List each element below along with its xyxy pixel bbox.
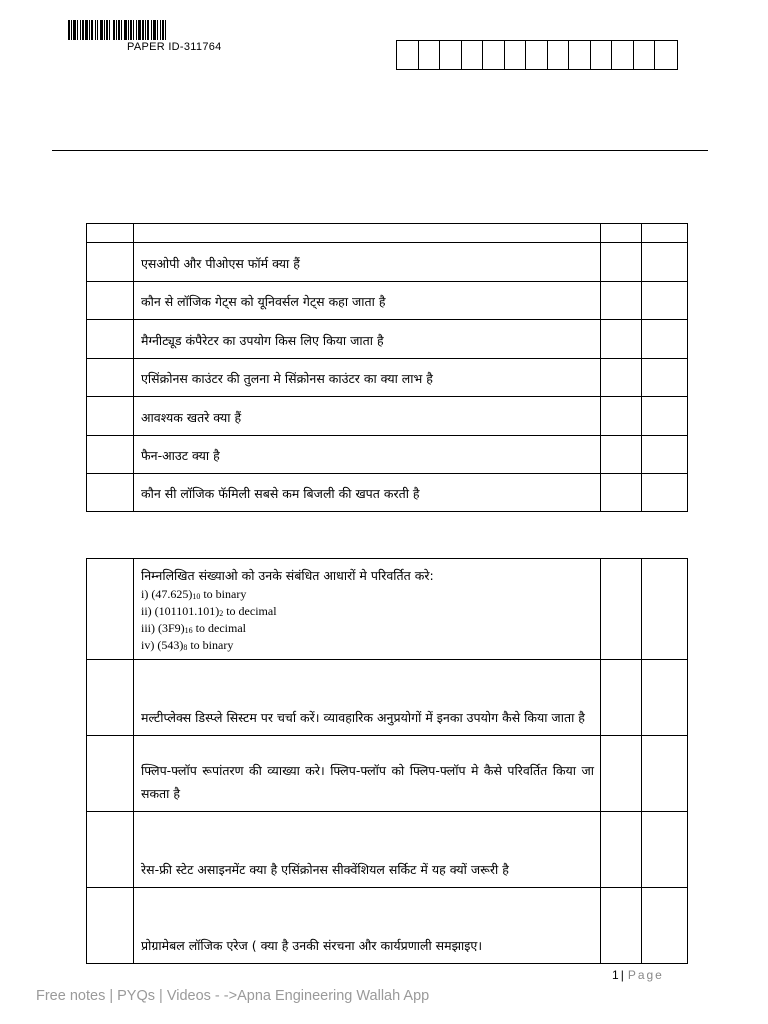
roll-box[interactable] bbox=[612, 41, 634, 69]
conversion-part: ii) $(101101.101)_2$ to decimal bbox=[141, 604, 277, 618]
conversion-part: iv) $(543)_8$ to binary bbox=[141, 638, 234, 652]
conversion-part: i) $(47.625)_{10}$ to binary bbox=[141, 587, 247, 601]
paper-id: PAPER ID-311764 bbox=[127, 41, 222, 53]
roll-box[interactable] bbox=[505, 41, 527, 69]
table-row bbox=[87, 397, 688, 436]
footer-watermark: Free notes | PYQs | Videos - ->Apna Engineering Wallah App bbox=[36, 988, 430, 1004]
question-text: रेस-फ्री स्टेट असाइनमेंट क्या है एसिंक्रोनस सीक्वेंशियल सर्किट में यह क्यों जरूरी है bbox=[141, 862, 509, 877]
table-row bbox=[87, 474, 688, 512]
question-text: आवश्यक खतरे क्या हैं bbox=[141, 410, 242, 425]
page-separator: | bbox=[620, 968, 624, 982]
roll-box[interactable] bbox=[462, 41, 484, 69]
roll-box[interactable] bbox=[569, 41, 591, 69]
table-row bbox=[87, 359, 688, 397]
page-number bbox=[612, 968, 664, 982]
question-text: एसिंक्रोनस काउंटर की तुलना मे सिंक्रोनस काउंटर का क्या लाभ है bbox=[141, 371, 433, 386]
conversion-parts bbox=[134, 587, 600, 659]
table-row bbox=[87, 888, 688, 964]
table-row bbox=[87, 320, 688, 359]
roll-box[interactable] bbox=[483, 41, 505, 69]
barcode bbox=[68, 20, 240, 40]
table-row bbox=[87, 736, 688, 812]
question-text: कौन सी लॉजिक फॅमिली सबसे कम बिजली की खपत करती है bbox=[141, 486, 420, 501]
table-row bbox=[87, 436, 688, 474]
table-header-row bbox=[87, 224, 688, 243]
question-text: एसओपी और पीओएस फॉर्म क्या हैं bbox=[141, 256, 300, 271]
table-row bbox=[87, 660, 688, 736]
header-divider bbox=[52, 150, 708, 151]
table-row bbox=[87, 812, 688, 888]
question-text: निम्नलिखित संख्याओ को उनके संबंधित आधारों मे परिवर्तित करे: bbox=[141, 568, 434, 583]
section-a-table bbox=[86, 223, 688, 512]
roll-box[interactable] bbox=[526, 41, 548, 69]
roll-box[interactable] bbox=[397, 41, 419, 69]
page-label: Page bbox=[627, 968, 664, 982]
question-text: मल्टीप्लेक्स डिस्प्ले सिस्टम पर चर्चा करें। व्यावहारिक अनुप्रयोगों में इनका उपयोग कैसे किया जाता है bbox=[141, 710, 585, 725]
roll-number-boxes bbox=[396, 40, 678, 70]
table-row bbox=[87, 559, 688, 660]
section-b-table bbox=[86, 558, 688, 964]
roll-box[interactable] bbox=[419, 41, 441, 69]
table-row bbox=[87, 282, 688, 320]
conversion-part: iii) $(3F9)_{16}$ to decimal bbox=[141, 621, 246, 635]
roll-box[interactable] bbox=[440, 41, 462, 69]
question-text: मैग्नीट्यूड कंपैरेटर का उपयोग किस लिए किया जाता है bbox=[141, 333, 384, 348]
question-text: कौन से लॉजिक गेट्स को यूनिवर्सल गेट्स कहा जाता है bbox=[141, 294, 386, 309]
barcode-bar bbox=[166, 20, 169, 40]
question-text: फैन-आउट क्या है bbox=[141, 448, 220, 463]
page-number-value: 1 bbox=[612, 968, 619, 982]
roll-box[interactable] bbox=[548, 41, 570, 69]
question-text: फ्लिप-फ्लॉप रूपांतरण की व्याख्या करे। फ्लिप-फ्लॉप को फ्लिप-फ्लॉप मे कैसे परिवर्तित किया जा सकता है bbox=[141, 763, 594, 801]
roll-box[interactable] bbox=[591, 41, 613, 69]
question-text: प्रोग्रामेबल लॉजिक एरेज ( क्या है उनकी संरचना और कार्यप्रणाली समझाइए। bbox=[141, 938, 483, 953]
roll-box[interactable] bbox=[655, 41, 677, 69]
roll-box[interactable] bbox=[634, 41, 656, 69]
table-row bbox=[87, 243, 688, 282]
